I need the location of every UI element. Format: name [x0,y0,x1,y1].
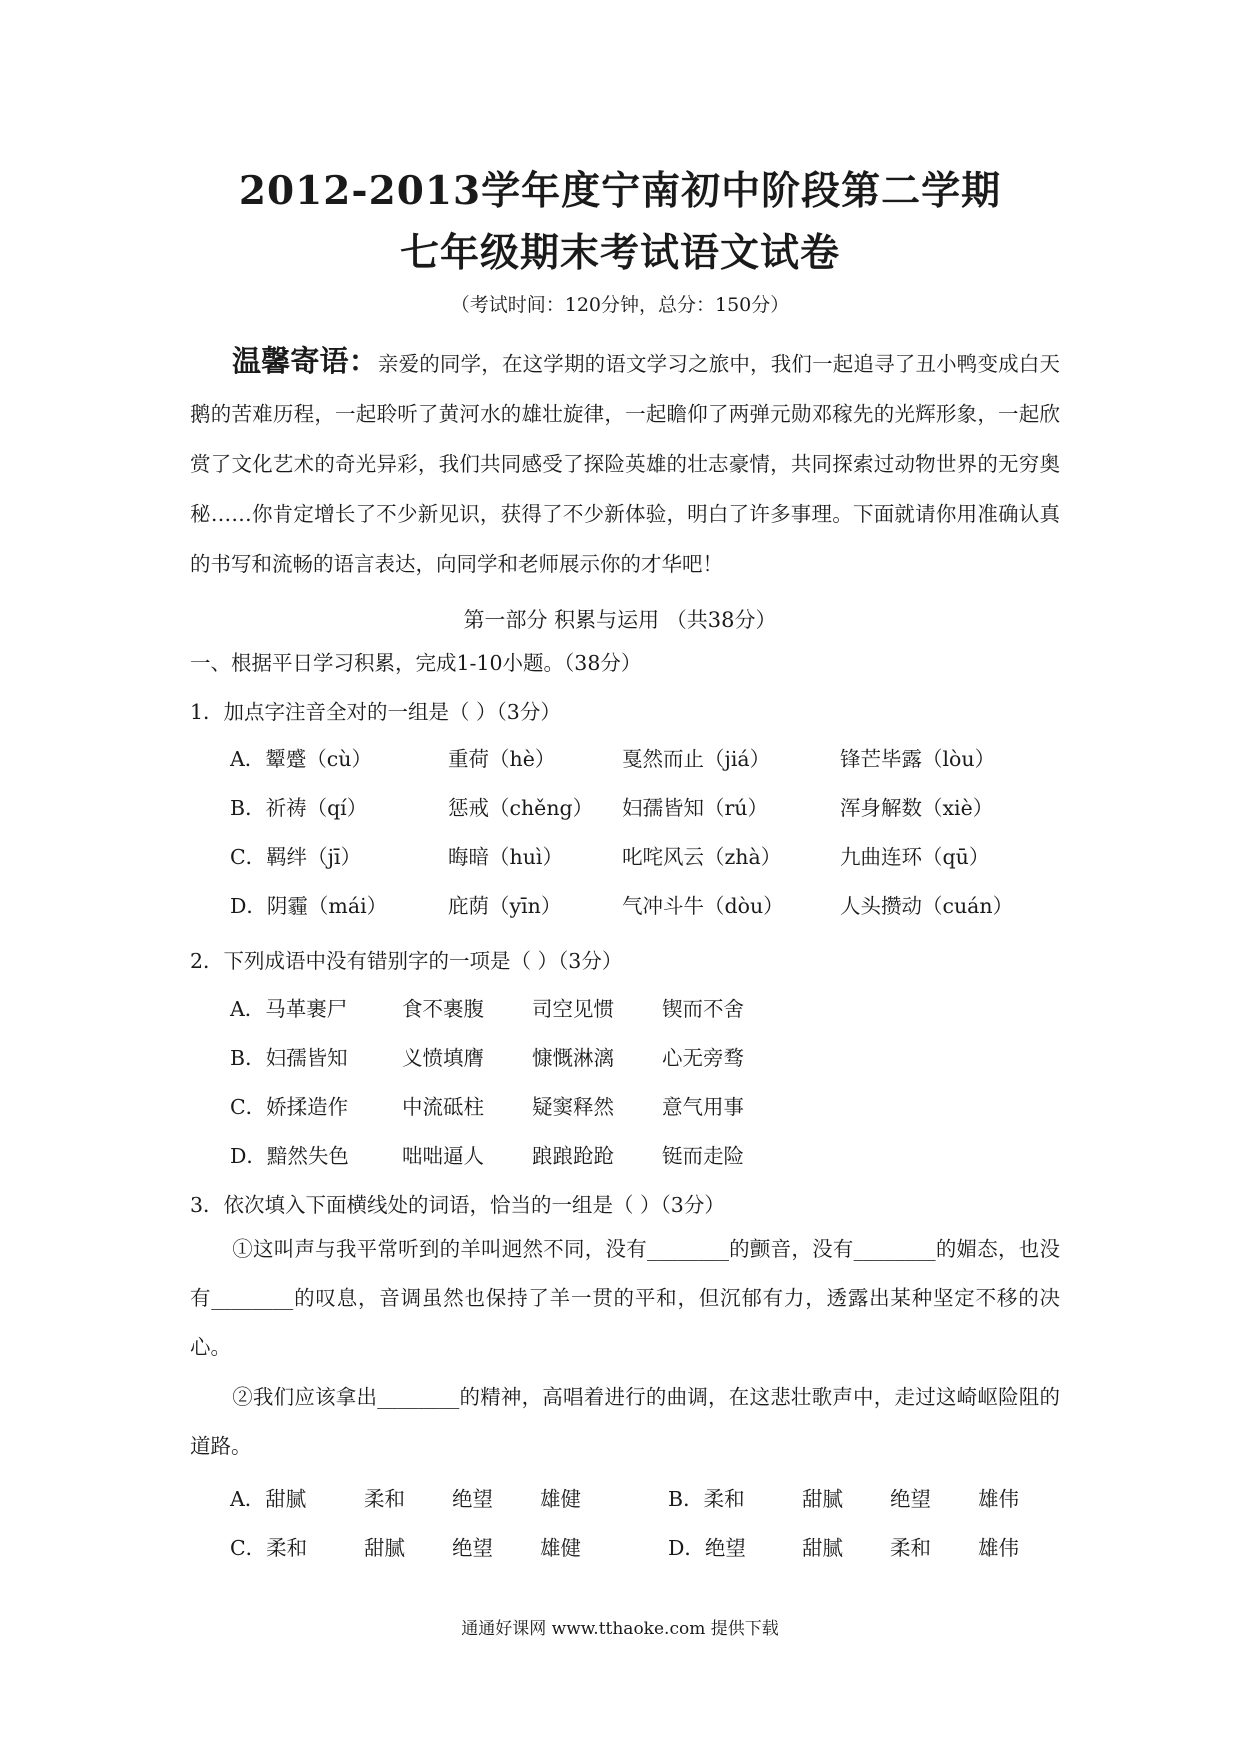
page-subtitle: 七年级期末考试语文试卷 [399,230,840,276]
q3-option-cell: 甜腻 [802,1536,843,1560]
q2-option-cell: 疑窦释然 [532,1095,614,1119]
q1-option-cell: 人头攒动（cuán） [840,894,1014,918]
q2-option-cell: 中流砥柱 [402,1095,484,1119]
q2-stem: 2．下列成语中没有错别字的一项是（ ）（3分） [190,949,623,973]
intro-text: 亲爱的同学，在这学期的语文学习之旅中，我们一起追寻了丑小鸭变成白天鹅的苦难历程，一起聆听了黄河水的雄壮旋律，一起瞻仰了两弹元勋邓稼先的光辉形象，一起欣赏了文化艺术的奇光异彩，我们共同感受了探险英雄的壮志豪情，共同探索过动物世界的无穷奥秘……你肯定增长了不少新见识，获得了不少新体验，明白了许多事理。下面就请你用准确认真的书写和流畅的语言表达，向同学和老师展示你的才华吧！ [190,352,1060,576]
q1-option-cell: 惩戒（chěng） [448,796,594,820]
q1-option-cell: 妇孺皆知（rú） [622,796,769,820]
q2-option-cell: 咄咄逼人 [402,1144,484,1168]
q1-option-cell: 浑身解数（xiè） [840,796,994,820]
q3-option-cell: 绝望 [890,1487,931,1511]
q2-option-cell: D．黯然失色 [230,1144,349,1168]
q3-passage-2-text: ②我们应该拿出________的精神，高唱着进行的曲调，在这悲壮歌声中，走过这崎岖险阻的道路。 [190,1385,1060,1458]
q3-passage-2 [190,1373,1060,1471]
exam-info: （考试时间：120分钟，总分：150分） [450,294,790,316]
q3-option-cell: 甜腻 [802,1487,843,1511]
q2-option-cell: 心无旁骛 [662,1046,744,1070]
q3-option-cell: 雄健 [540,1536,581,1560]
q1-option-cell: B．祈祷（qí） [230,796,368,820]
q2-option-cell: 义愤填膺 [402,1046,484,1070]
q3-passage-1 [190,1225,1060,1372]
q2-option-cell: 食不裹腹 [402,997,484,1021]
q1-option-cell: D．阴霾（mái） [230,894,388,918]
q3-option-cell: D．绝望 [668,1536,746,1560]
q1-option-cell: 庇荫（yīn） [448,894,562,918]
q1-option-cell: 晦暗（huì） [448,845,563,869]
q3-option-cell: 甜腻 [364,1536,405,1560]
section-heading: 第一部分 积累与运用 （共38分） [463,608,777,632]
intro-paragraph [190,336,1060,589]
q3-option-cell: C．柔和 [230,1536,308,1560]
q3-option-cell: B．柔和 [668,1487,745,1511]
q2-option-cell: C．娇揉造作 [230,1095,349,1119]
page-title: 2012-2013学年度宁南初中阶段第二学期 [238,168,1002,214]
q3-option-cell: 雄伟 [978,1536,1019,1560]
q1-option-cell: 气冲斗牛（dòu） [622,894,784,918]
q1-option-cell: 戛然而止（jiá） [622,747,771,771]
q3-option-cell: 绝望 [452,1487,493,1511]
q2-option-cell: B．妇孺皆知 [230,1046,348,1070]
q2-option-cell: 慷慨淋漓 [532,1046,614,1070]
q1-stem: 1．加点字注音全对的一组是（ ）（3分） [190,700,561,724]
q2-option-cell: 踉踉跄跄 [532,1144,614,1168]
q1-option-cell: 锋芒毕露（lòu） [840,747,996,771]
q2-option-cell: 司空见惯 [532,997,614,1021]
q2-option-cell: 意气用事 [662,1095,744,1119]
q2-option-cell: 铤而走险 [662,1144,744,1168]
q3-option-cell: 柔和 [890,1536,931,1560]
q1-option-cell: A．颦蹙（cù） [230,747,372,771]
q1-option-cell: 重荷（hè） [448,747,556,771]
q2-option-cell: 锲而不舍 [662,997,744,1021]
part-one-instruction: 一、根据平日学习积累，完成1-10小题。（38分） [190,651,642,675]
q3-option-cell: 雄健 [540,1487,581,1511]
q3-option-cell: 柔和 [364,1487,405,1511]
page-footer: 通通好课网 www.tthaoke.com 提供下载 [461,1619,779,1639]
q1-option-cell: 叱咤风云（zhà） [622,845,782,869]
q3-passage-1-text: ①这叫声与我平常听到的羊叫迥然不同，没有________的颤音，没有________的媚态，也没有________的叹息，音调虽然也保持了羊一贯的平和，但沉郁有力，透露出某种坚定不移的决心。 [190,1237,1060,1359]
q1-option-cell: C．羁绊（jī） [230,845,362,869]
q3-option-cell: 绝望 [452,1536,493,1560]
intro-lead: 温馨寄语： [232,344,378,378]
q2-option-cell: A．马革裹尸 [230,997,348,1021]
q3-stem: 3．依次填入下面横线处的词语，恰当的一组是（ ）（3分） [190,1193,725,1217]
q3-option-cell: 雄伟 [978,1487,1019,1511]
q1-option-cell: 九曲连环（qū） [840,845,990,869]
q3-option-cell: A．甜腻 [230,1487,307,1511]
